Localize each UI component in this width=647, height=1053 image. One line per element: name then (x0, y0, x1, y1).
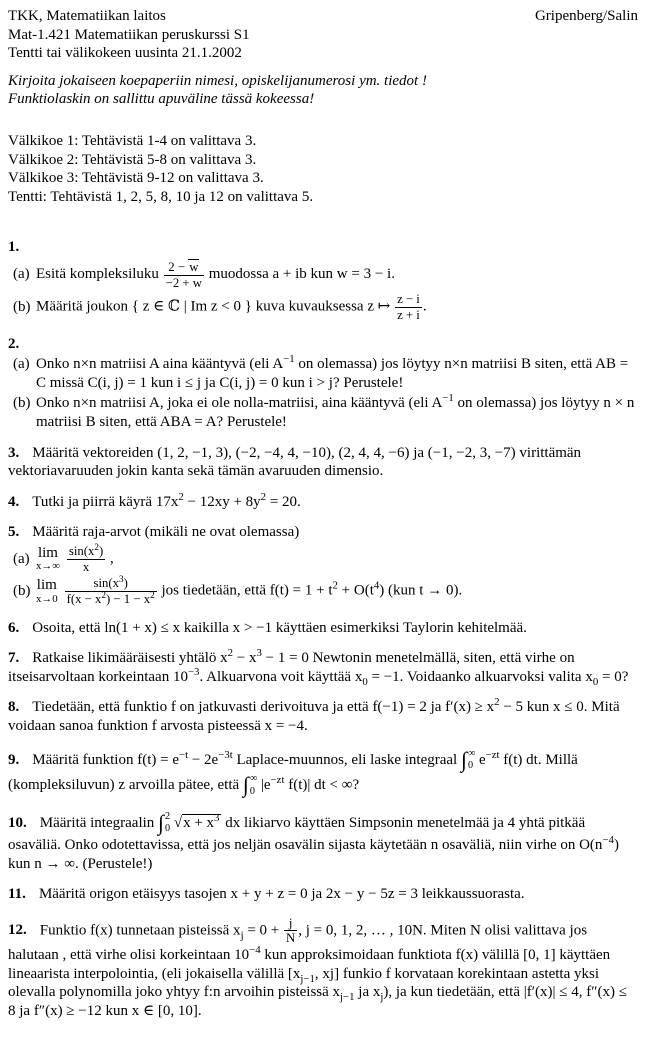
superscript: 2 (94, 541, 99, 552)
superscript: 2 (332, 579, 338, 592)
part-body: lim x→∞ $\frac{\sin(x^2)}{x}$ , (36, 541, 114, 574)
superscript: 2 (494, 696, 500, 709)
problem-body: 3. Määritä vektoreiden (1, 2, −1, 3), (−2, −4, 4, −10), (2, 4, 4, −6) ja (−1, −2, 3, −7) virittämän vektoriavaruuden jokin kanta sekä tämän avaruuden dimensio. (8, 444, 582, 480)
problem-number: 1. (8, 239, 20, 256)
problem-body: 7. Ratkaise likimääräisesti yhtälö $x^2 - x^3 - 1 = 0$ Newtonin menetelmällä, siten, että virhe on itseisarvoltaan korkeintaan $10^{-3}$. Alkuarvona voit käyttää $x_0 = -1$. Voidaanko alkuarvoksi valita $x_0 = 0$? (8, 647, 629, 688)
problem-number: 5. (8, 524, 20, 541)
instruction-line: Välkikoe 3: Tehtävistä 9-12 on valittava 3. (8, 170, 264, 187)
problem-2 (8, 335, 638, 432)
fraction-numerator: $\sin(x^3)$ (65, 576, 157, 592)
superscript: 3 (214, 811, 220, 824)
integral-bounds (165, 811, 170, 837)
problem-5-part-a (8, 541, 638, 574)
problem-11 (8, 885, 638, 904)
part-label: (a) (13, 550, 30, 567)
fraction (394, 292, 423, 322)
fraction (64, 573, 158, 606)
fraction-denominator: −2 + w (165, 275, 203, 290)
problem-7 (8, 649, 638, 686)
problem-body: 10. Määritä integraalin ∫ 2 0 $√x + x^3$ dx likiarvo käyttäen Simpsonin menetelmää ja 4 yhtä pitkää osaväliä. Onko odotettavissa, että jos neljän osavälin sijasta käytetään n osaväliä, niin virhe on $O(n^{-4})$ kun n → ∞. (Perustele!) (8, 810, 619, 872)
fraction-denominator: $f(x - x^2) - 1 - x^2$ (66, 589, 155, 606)
superscript: 4 (373, 579, 380, 592)
overline: w (189, 259, 199, 274)
subscript: 0 (362, 675, 368, 688)
problem-body: 8. Tiedetään, että funktio f on jatkuvasti derivoituva ja että f(−1) = 2 ja $f'(x) \ge x^2 - 5$ kun x ≤ 0. Mitä voidaan sanoa funktion f arvosta pisteessä x = −4. (8, 696, 620, 734)
integral-sign: ∫ (158, 810, 164, 835)
sqrt-expression (173, 811, 222, 831)
integral-upper-bound: ∞ (249, 773, 258, 784)
superscript: 3 (256, 647, 262, 660)
superscript: −3 (187, 665, 200, 678)
problem-number: 4. (8, 493, 20, 510)
superscript: 2 (178, 490, 184, 503)
problem-3 (8, 444, 638, 481)
problem-8 (8, 698, 638, 735)
header-top-row (8, 7, 638, 26)
limit-expression (36, 578, 58, 605)
subscript: j (380, 991, 384, 1004)
integral-upper-bound: ∞ (467, 747, 476, 759)
notice-line: Funktiolaskin on sallittu apuväline tässä kokeessa! (8, 91, 315, 108)
superscript: −4 (249, 944, 261, 957)
problem-5-part-b (8, 573, 638, 606)
problem-number: 9. (8, 751, 20, 768)
radicand: $x + x^3$ (183, 811, 220, 831)
superscript: 2 (150, 589, 155, 600)
subscript: 0 (592, 675, 599, 688)
integral-lower-bound: 0 (249, 785, 255, 797)
problem-heading (8, 335, 638, 354)
limit-expression (36, 546, 60, 573)
superscript: −3t (218, 748, 233, 761)
superscript: −1 (442, 392, 454, 405)
problem-9 (8, 748, 638, 799)
superscript: 2 (260, 490, 267, 503)
examiners-line: Gripenberg/Salin (534, 8, 638, 24)
problem-2-part-b (8, 394, 638, 431)
part-body: Esitä kompleksiluku $\frac{2 - w}{-2 + w}$ muodossa a + ib kun w = 3 − i. (36, 259, 395, 290)
integral (243, 773, 257, 799)
part-label: (b) (13, 298, 31, 315)
limit-subscript: x→∞ (36, 560, 60, 573)
problem-number: 6. (8, 619, 20, 636)
problem-1-part-b (8, 292, 638, 322)
problem-number: 2. (8, 335, 20, 352)
problem-body: 6. Osoita, että ln(1 + x) ≤ x kaikilla x > −1 käyttäen esimerkiksi Taylorin kehitelmää. (8, 619, 527, 636)
problem-12 (8, 916, 638, 1021)
superscript: −t (179, 748, 189, 761)
problem-number: 3. (8, 444, 20, 461)
problem-1-part-a (8, 259, 638, 290)
problem-10 (8, 811, 638, 874)
superscript: 3 (118, 573, 124, 584)
part-label: (b) (13, 395, 31, 412)
radical-sign: √ (173, 814, 183, 831)
problem-number: 7. (8, 650, 20, 667)
problem-number: 8. (8, 699, 20, 716)
problem-body: 9. Määritä funktion $f(t) = e^{-t} - 2e^{-3t}$ Laplace-muunnos, eli laske integraal ∫ ∞ 0 $e^{-zt}$ f(t) dt. Millä (kompleksiluvun) z arvoilla pätee, että ∫ ∞ 0 $|e^{-zt}$ f(t)| dt < ∞? (8, 747, 578, 797)
integral-sign: ∫ (242, 772, 249, 797)
problem-6 (8, 619, 638, 638)
limit-subscript: x→0 (36, 592, 58, 605)
integral-sign: ∫ (460, 747, 467, 772)
problem-intro: Määritä raja-arvot (mikäli ne ovat olemassa) (32, 524, 300, 541)
fraction-denominator: x (82, 559, 90, 574)
fraction-numerator: j (284, 916, 297, 932)
problem-number: 11. (8, 886, 26, 903)
fraction (283, 916, 298, 946)
problem-1 (8, 238, 638, 322)
notice-line: Kirjoita jokaiseen koepaperiin nimesi, opiskelijanumerosi ym. tiedot ! (8, 72, 427, 89)
limit-word: lim (36, 576, 57, 593)
fraction (163, 259, 205, 290)
subscript: j (240, 929, 244, 942)
instruction-line: Tentti: Tehtävistä 1, 2, 5, 8, 10 ja 12 on valittava 5. (8, 188, 314, 205)
problem-body: 4. Tutki ja piirrä käyrä $17x^2 - 12xy + 8y^2 = 20$. (8, 490, 301, 510)
problem-number: 10. (8, 814, 27, 831)
selection-instructions (8, 132, 638, 206)
limit-word: lim (37, 544, 58, 561)
fraction-numerator: z − i (397, 292, 420, 307)
fraction-numerator: $\sin(x^2)$ (68, 541, 104, 558)
superscript: 2 (227, 647, 234, 660)
exam-header (8, 7, 638, 109)
fraction-numerator: 2 − w (164, 259, 204, 276)
integral-bounds (250, 773, 257, 799)
integral (461, 748, 475, 774)
problem-body: 12. Funktio f(x) tunnetaan pisteissä $x_j = 0$ + $\frac{j}{N}$ , j = 0, 1, 2, … , 10N. Miten N olisi valittava jos halutaan , että virhe olisi korkeintaan $10^{-4}$ kun approksimoidaan funktiota f(x) välillä [0, 1] käyttäen lineaarista interpolointia, (eli jokaisella välillä [$x_{j-1}$, xj] funkio f korvataan korekintaan astetta yksi olevalla polynomilla joko yhtyy f:n arvoihin pisteissä $x_{j-1}$ ja $x_j$), ja kun tiedetään, että |f′(x)| ≤ 4, f″(x) ≤ 8 ja f″(x) ≥ −12 kun x ∈ [0, 10]. (8, 915, 627, 1019)
part-body: Onko n×n matriisi A, joka ei ole nolla-matriisi, aina kääntyvä (eli $A^{-1}$ on olemassa) jos löytyy n × n matriisi B siten, että ABA = A? Perustele! (36, 392, 635, 430)
integral (158, 811, 170, 837)
exam-notices (8, 72, 638, 109)
instruction-line: Välkikoe 1: Tehtävistä 1-4 on valittava 3. (8, 132, 257, 149)
superscript: 2 (101, 589, 106, 600)
part-label: (a) (13, 356, 30, 373)
part-body: Onko n×n matriisi A aina kääntyvä (eli $A^{-1}$ on olemassa) jos löytyy n×n matriisi B siten, että AB = C missä C(i, j) = 1 kun i ≤ j ja C(i, j) = 0 kun i > j? Perustele! (36, 353, 629, 391)
part-body: lim x→0 $\frac{\sin(x^3)}{f(x - x^2) - 1 - x^2}$ jos tiedetään, että $f(t) = 1 + t^2 + O(t^4)$ (kun t → 0). (36, 573, 463, 606)
exam-title-line: Tentti tai välikokeen uusinta 21.1.2002 (8, 45, 242, 62)
instruction-line: Välkikoe 2: Tehtävistä 5-8 on valittava 3. (8, 151, 257, 168)
integral-upper-bound: 2 (165, 810, 171, 822)
integral-lower-bound: 0 (165, 823, 171, 835)
course-line: Mat-1.421 Matematiikan peruskurssi S1 (8, 26, 250, 43)
problem-heading (8, 238, 638, 257)
fraction-denominator: N (285, 931, 296, 946)
problem-heading (8, 523, 638, 542)
superscript: −4 (602, 834, 614, 846)
integral-bounds (468, 748, 475, 774)
part-label: (b) (13, 582, 31, 599)
problem-2-part-a (8, 355, 638, 392)
part-label: (a) (13, 266, 30, 283)
problems-list (8, 238, 638, 1020)
superscript: −1 (283, 353, 295, 366)
problem-5 (8, 523, 638, 606)
superscript: −zt (270, 774, 285, 787)
superscript: −zt (485, 748, 500, 761)
problem-body: 11. Määritä origon etäisyys tasojen x + y + z = 0 ja 2x − y − 5z = 3 leikkaussuorasta. (8, 886, 525, 903)
subscript: j−1 (340, 991, 355, 1004)
subscript: j−1 (300, 972, 315, 985)
problem-number: 12. (8, 922, 27, 939)
problem-4 (8, 490, 638, 512)
department-line: TKK, Matematiikan laitos (8, 8, 166, 24)
fraction-denominator: z + i (397, 307, 420, 322)
integral-lower-bound: 0 (467, 760, 474, 772)
part-body: Määritä joukon { z ∈ ℂ | Im z < 0 } kuva kuvauksessa z ↦ $\frac{z - i}{z + i}$ . (36, 292, 427, 322)
